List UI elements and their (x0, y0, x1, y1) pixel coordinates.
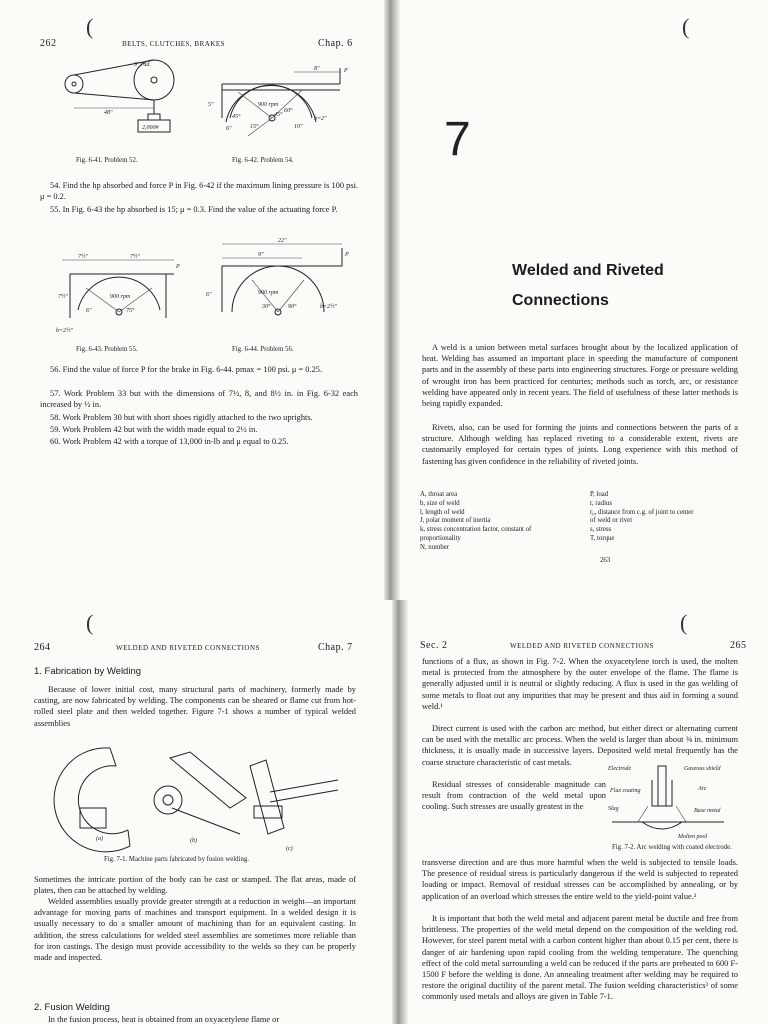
paragraph-2: Sometimes the intricate portion of the body can be cast or stamped. The flat areas, made of plates, then can be attached by welding. (34, 875, 356, 896)
angle-label-1: 45° (274, 112, 283, 118)
symbol-item: P, load (590, 491, 609, 498)
label-flux: Flux coating (610, 788, 641, 794)
molten-pool (642, 822, 682, 829)
problem-56: 56. Find the value of force P for the brake in Fig. 6-44. pmax = 100 psi. μ = 0.25. (50, 365, 323, 374)
symbol-item: l, length of weld (420, 508, 465, 516)
top-dim-label: 22" (278, 238, 287, 244)
load-label: 2,000# (142, 125, 159, 131)
label-arc: Arc (698, 786, 707, 792)
paragraph-4: It is important that both the weld metal and adjacent parent metal be ductile and free from brittleness. The properties of the weld metal depend on the composition of the welding rod. However, for steel parent metal with a carbon content higher than about 0.15 per cent, there is danger of air hardening upon rapid cooling from the welding temperature. The quenching effect of the cold metal surrounding a weld can be reduced if the parts are preheated to 600 F-1500 F before the welding is done. An annealing treatment after welding may be required to restore the original ductility of the parent metal. The fusion welding characteristics³ of some commonly used metals and alloys are given in Table 7-1. (422, 914, 738, 1002)
problem-60: 60. Work Problem 42 with a torque of 13,000 in-lb and μ equal to 0.25. (50, 437, 289, 446)
height-label: 7½" (58, 294, 69, 300)
symbol-list-right (590, 491, 740, 544)
mid-dim-label: 9" (258, 252, 264, 258)
part-c-shaft-bottom (270, 790, 338, 802)
symbol-item: r₀, distance from c.g. of joint to center (590, 508, 694, 516)
section-label: Sec. 2 (420, 640, 448, 651)
scan-bracket-mark: ( (86, 14, 94, 39)
part-a-edge-bottom (128, 830, 130, 846)
paragraph-2b: Residual stresses of considerable magnitude can result from contraction of the weld metal upon cooling. Such stresses are usually greatest in the (422, 780, 606, 812)
label-slag: Slag (608, 806, 619, 812)
symbol-item: proportionality (420, 534, 461, 542)
angle-label-3: 15° (250, 124, 259, 130)
chapter-intro-2: Rivets, also, can be used for forming the joints and connections between the parts of a structure. Although welding has replaced riveting to a considerable extent, rivets are customarily employed for certain types of joints. Long experience with this method of fastening has given confidence in the reliability of riveted joints. (422, 423, 738, 466)
figure-6-44 (202, 236, 352, 340)
part-a-edge-top (110, 748, 116, 766)
section-heading-1: 1. Fabrication by Welding (34, 666, 142, 677)
part-c-base (254, 806, 282, 818)
height-label: 6" (206, 292, 212, 298)
problem-59: 59. Work Problem 42 but with the width made equal to 2½ in. (50, 425, 258, 434)
page-number: 262 (40, 38, 57, 49)
scan-bracket-mark: ( (680, 610, 688, 635)
symbol-item: N, number (420, 543, 450, 551)
paragraph-1: functions of a flux, as shown in Fig. 7-2. When the oxyacetylene torch is used, the molten metal is protected from the atmosphere by the outer envelope of the flame. The flame is generally adjusted until it is neutral or slightly reducing. A flux is used in the gas welding of some metals to float out any impurities that may be present and thus aid in forming a sound weld.¹ (422, 657, 738, 711)
problem-54: 54. Find the hp absorbed and force P in Fig. 6-42 if the maximum lining pressure is 100 psi. μ = 0.2. (40, 181, 358, 202)
part-a-inner (78, 766, 128, 834)
figure-7-1 (40, 738, 340, 854)
caption-6-41: Fig. 6-41. Problem 52. (76, 157, 138, 164)
force-label: P (344, 68, 348, 74)
symbol-item: of weld or rivet (590, 517, 633, 525)
chapter-label: Chap. 7 (318, 642, 353, 653)
symbol-item: b, size of weld (420, 499, 460, 507)
scan-bracket-mark: ( (682, 14, 690, 39)
section-heading-2: 2. Fusion Welding (34, 1002, 110, 1013)
force-label: P (345, 252, 349, 258)
angle-label-2: 60° (284, 108, 293, 114)
width-label: b=2½" (320, 304, 338, 310)
electrode (658, 766, 666, 806)
page-number: 263 (600, 557, 611, 564)
label-pool: Molten pool (678, 834, 708, 840)
angle-label-4: 45° (232, 114, 241, 120)
small-hub (72, 82, 76, 86)
gaseous-shield (638, 806, 686, 822)
label-a: (a) (96, 836, 103, 842)
caption-7-1: Fig. 7-1. Machine parts fabricated by fusion welding. (104, 856, 249, 863)
page-262 (0, 0, 384, 600)
problem-55: 55. In Fig. 6-43 the hp absorbed is 15; μ = 0.3. Find the value of the actuating force P. (50, 205, 338, 214)
rpm-label: 900 rpm (258, 102, 279, 108)
symbol-item: J, polar moment of inertia (420, 517, 491, 525)
label-c: (c) (286, 846, 293, 852)
force-label: P (176, 264, 180, 270)
dim-label-1: 7½" (78, 254, 89, 260)
page-number: 265 (730, 640, 747, 651)
symbol-item: r, radius (590, 499, 613, 507)
symbol-item: s, stress (590, 526, 612, 534)
running-head: WELDED AND RIVETED CONNECTIONS (510, 642, 654, 650)
figure-6-42 (202, 62, 352, 162)
page-264 (0, 600, 384, 1024)
paragraph-1: Because of lower initial cost, many structural parts of machinery, formerly made by casting, are now fabricated by welding. The components can be sheared or flame cut from hot-rolled steel plate and then welded together. Figure 7-1 shows a number of typical welded assemblies (34, 685, 356, 728)
caption-6-44: Fig. 6-44. Problem 56. (232, 346, 294, 353)
radius-label: 10" (294, 124, 303, 130)
drum-arc (232, 266, 324, 312)
paragraph-4: In the fusion process, heat is obtained from an oxyacetylene flame or (48, 1015, 280, 1024)
page-number: 264 (34, 642, 51, 653)
symbol-item: k, stress concentration factor, constant of (420, 526, 532, 534)
dim-label-2: 7½" (130, 254, 141, 260)
figure-6-43 (56, 248, 186, 340)
chapter-title (512, 256, 664, 316)
weight-block (148, 114, 160, 120)
part-a-outer (54, 748, 130, 852)
figure-7-2 (608, 760, 728, 842)
figure-6-41 (52, 56, 182, 156)
part-c-shaft-top (270, 780, 338, 792)
rpm-label: 900 rpm (258, 290, 279, 296)
part-b-link (172, 808, 240, 834)
problem-58: 58. Work Problem 30 but with short shoes rigidly attached to the two uprights. (50, 413, 313, 422)
top-dim-label: 8" (314, 66, 320, 72)
label-gaseous: Gaseous shield (684, 766, 721, 772)
chapter-number: 7 (444, 113, 471, 166)
part-b-hole (163, 795, 173, 805)
part-c-plate (250, 760, 284, 834)
caption-6-43: Fig. 6-43. Problem 55. (76, 346, 138, 353)
part-b-arm (170, 752, 246, 808)
problem-57: 57. Work Problem 33 but with the dimensions of 7½, 8, and 8½ in. in Fig. 6-32 each increased by ½ in. (40, 389, 358, 410)
flux-coating (652, 780, 672, 806)
angle-label: 75° (126, 308, 135, 314)
label-b: (b) (190, 838, 197, 844)
rpm-label: 900 rpm (110, 294, 131, 300)
height-label: 5" (208, 102, 214, 108)
chapter-label: Chap. 6 (318, 38, 353, 49)
paragraph-3: Welded assemblies usually provide greater strength at a reduction in weight—an important advantage for moving parts of machines and transport equipment. In a welded design it is usually necessary to do a smaller amount of machining than for an equivalent casting. In addition, the stress calculations for welded steel assemblies are sometimes more reliable than for iron castings. The design must provide accessibility to the welds so they can be properly made and inspected. (34, 897, 356, 963)
width-label: b=2" (314, 116, 327, 122)
radius-label: 9" rad. (134, 62, 151, 68)
angle-label-2: 90° (288, 304, 297, 310)
symbol-item: T, torque (590, 534, 615, 542)
radial-2 (119, 288, 152, 312)
width-label: 48" (104, 110, 113, 116)
binding-shadow (392, 600, 408, 1024)
running-head: WELDED AND RIVETED CONNECTIONS (116, 644, 260, 652)
width-label: b=2½" (56, 328, 74, 334)
binding-shadow (384, 0, 400, 600)
running-head: BELTS, CLUTCHES, BRAKES (122, 40, 226, 48)
label-electrode: Electrode (608, 766, 632, 772)
small-pulley (65, 75, 83, 93)
paragraph-2a: Direct current is used with the carbon arc method, but either direct or alternating current can be used with the metallic arc process. When the weld is larger than about ⅜ in. minimum thickness, it is usually made in successive layers. Deposited weld metal frequently has the coarse structure characteristic of cast metals. (422, 724, 738, 767)
paragraph-3: transverse direction and are thus more harmful when the weld is subjected to tensile loads. The presence of residual stress is particularly dangerous if the weld is subjected to repeated loading or impact. Removal of residual stresses can be accomplished by annealing, or by application of an overload which stresses the entire weld to the yield-point value.² (422, 858, 738, 901)
chapter-intro: A weld is a union between metal surfaces brought about by the localized application of heat. Welding has assumed an important place in speeding the manufacture of component parts and in the assembly of these parts into engineering structures. Forge or pressure welding of wrought iron has been practiced for centuries; methods such as torch, arc, or resistance welding have appeared only in recent years. The field of usefulness of these latter methods is being rapidly expanded. (422, 343, 738, 409)
chapter-title-line-2: Connections (512, 292, 609, 309)
angle-label-1: 30° (262, 304, 271, 310)
label-base: Base metal (694, 808, 721, 814)
symbol-list-left (420, 491, 590, 553)
chapter-title-line-1: Welded and Riveted (512, 262, 664, 279)
caption-7-2: Fig. 7-2. Arc welding with coated electrode. (612, 844, 732, 851)
scan-bracket-mark: ( (86, 610, 94, 635)
caption-6-42: Fig. 6-42. Problem 54. (232, 157, 294, 164)
offset-label: 6" (226, 126, 232, 132)
radius-label: 6" (86, 308, 92, 314)
symbol-item: A, throat area (420, 491, 458, 498)
pulley-hub (151, 77, 157, 83)
